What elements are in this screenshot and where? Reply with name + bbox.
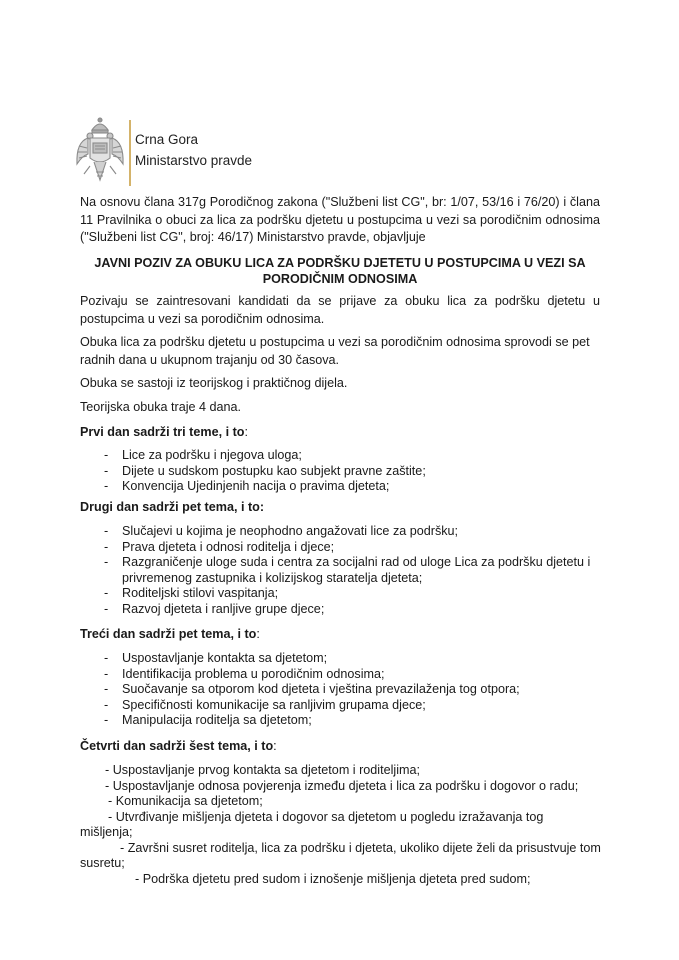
list-item: - Specifičnosti komunikacije sa ranljivim grupama djece; bbox=[104, 697, 426, 712]
country-name: Crna Gora bbox=[135, 132, 199, 147]
list-item: - Manipulacija roditelja sa djetetom; bbox=[104, 713, 312, 727]
duration-paragraph: Obuka lica za podršku djetetu u postupcima u vezi sa porodičnim odnosima sprovodi se pet radnih dana u ukupnom trajanju od 30 časova. bbox=[80, 335, 590, 367]
document-title bbox=[80, 255, 600, 287]
list-item: - Konvencija Ujedinjenih nacija o pravima djeteta; bbox=[104, 479, 390, 493]
list-item: - Komunikacija sa djetetom; bbox=[108, 794, 263, 808]
day2-topic-list bbox=[80, 524, 610, 617]
title-line-2: PORODIČNIM ODNOSIMA bbox=[262, 272, 418, 286]
list-item: - Uspostavljanje odnosa povjerenja između djeteta i lica za podršku i dogovor o radu; bbox=[105, 778, 579, 793]
list-item: - Roditeljski stilovi vaspitanja; bbox=[104, 586, 279, 600]
day1-heading: Prvi dan sadrži tri teme, i to: bbox=[80, 425, 248, 439]
list-item-continuation: mišljenja; bbox=[80, 825, 133, 839]
header-divider bbox=[129, 120, 131, 186]
list-item: - Slučajevi u kojima je neophodno angažovati lice za podršku; bbox=[104, 524, 459, 538]
list-item-continuation: susretu; bbox=[80, 856, 125, 870]
list-item: - Podrška djetetu pred sudom i iznošenje mišljenja djeteta pred sudom; bbox=[135, 871, 531, 886]
list-item: - Lice za podršku i njegova uloga; bbox=[104, 448, 302, 462]
legal-basis-paragraph: Na osnovu člana 317g Porodičnog zakona ("Službeni list CG", br: 1/07, 53/16 i 76/20) i člana 11 Pravilnika o obuci za lica za podršku djetetu u postupcima u vezi sa porodičnim odnosima ("Službeni list CG", broj: 46/17) Ministarstvo pravde, objavljuje bbox=[80, 195, 600, 244]
list-item: - Prava djeteta i odnosi roditelja i djece; bbox=[104, 539, 335, 554]
list-item: - Uspostavljanje prvog kontakta sa djetetom i roditeljima; bbox=[105, 763, 420, 777]
theory-duration-paragraph: Teorijska obuka traje 4 dana. bbox=[80, 400, 242, 414]
list-item: - Uspostavljanje kontakta sa djetetom; bbox=[104, 651, 328, 665]
day2-heading: Drugi dan sadrži pet tema, i to: bbox=[80, 500, 265, 514]
ministry-name: Ministarstvo pravde bbox=[135, 153, 253, 168]
list-item: - Suočavanje sa otporom kod djeteta i vještina prevazilaženja tog otpora; bbox=[104, 682, 520, 696]
day3-topic-list bbox=[80, 651, 520, 729]
day4-heading: Četvrti dan sadrži šest tema, i to: bbox=[80, 739, 277, 753]
letterhead bbox=[74, 116, 374, 188]
list-item: - Identifikacija problema u porodičnim odnosima; bbox=[104, 666, 385, 681]
list-item: - Razgraničenje uloge suda i centra za socijalni rad od uloge Lica za podršku djetetu i privremenog zastupnika i kolizijskog staratelja djeteta; bbox=[104, 555, 591, 585]
structure-paragraph: Obuka se sastoji iz teorijskog i praktičnog dijela. bbox=[80, 376, 348, 390]
title-line-1: JAVNI POZIV ZA OBUKU LICA ZA PODRŠKU DJETETU U POSTUPCIMA U VEZI SA bbox=[94, 256, 586, 270]
list-item: - Završni susret roditelja, lica za podršku i djeteta, ukoliko dijete želi da prisustvuje tom bbox=[120, 840, 601, 855]
list-item: - Dijete u sudskom postupku kao subjekt pravne zaštite; bbox=[104, 463, 426, 478]
day4-topic-list bbox=[80, 763, 610, 887]
invitation-paragraph: Pozivaju se zaintresovani kandidati da se prijave za obuku lica za podršku djetetu u postupcima u vezi sa porodičnim odnosima. bbox=[80, 294, 600, 326]
day3-heading: Treći dan sadrži pet tema, i to: bbox=[80, 627, 260, 641]
coat-of-arms-icon bbox=[74, 116, 126, 186]
list-item: - Razvoj djeteta i ranljive grupe djece; bbox=[104, 601, 325, 616]
organization-name bbox=[135, 129, 252, 171]
day1-topic-list bbox=[80, 448, 426, 495]
list-item: - Utvrđivanje mišljenja djeteta i dogovor sa djetetom u pogledu izražavanja tog bbox=[108, 809, 544, 824]
